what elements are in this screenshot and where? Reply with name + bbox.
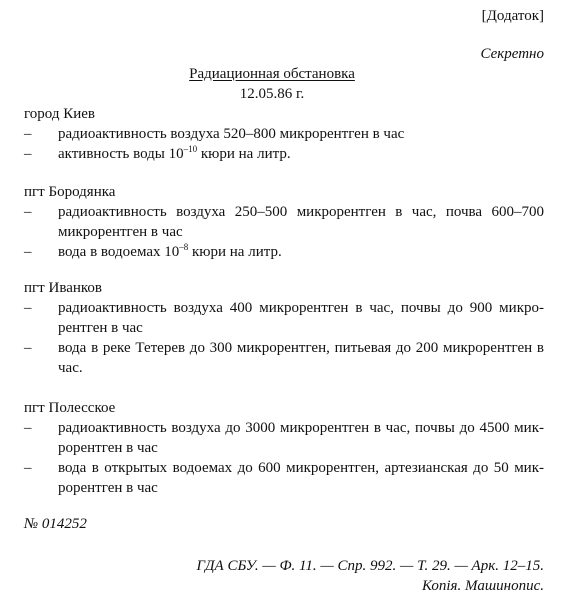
list-dash: –	[24, 420, 32, 436]
section-borodyanka	[24, 182, 544, 262]
list-dash: –	[24, 340, 32, 356]
list-dash: –	[24, 300, 32, 316]
list-dash: –	[24, 244, 32, 260]
list-dash: –	[24, 126, 32, 142]
section-polesskoe	[24, 398, 544, 498]
appendix-label: [Додаток]	[481, 8, 544, 24]
secret-stamp: Секретно	[480, 46, 544, 62]
list-item	[24, 298, 544, 338]
item-text: радиоактивность воздуха 400 микрорентген в час, почвы до 900 микрорентген в час	[58, 300, 544, 336]
item-text: радиоактивность воздуха 520–800 микрорентген в час	[58, 126, 405, 142]
list-item	[24, 202, 544, 242]
list-item	[24, 458, 544, 498]
list-dash: –	[24, 460, 32, 476]
item-text: вода в реке Тетерев до 300 микрорентген, питьевая до 200 микрорентген в час.	[58, 340, 544, 376]
section-ivankov	[24, 278, 544, 378]
list-item	[24, 144, 544, 164]
archive-reference: ГДА СБУ. — Ф. 11. — Спр. 992. — Т. 29. — Арк. 12–15.	[196, 558, 544, 574]
city-name: город Киев	[24, 106, 96, 122]
list-item	[24, 338, 544, 378]
item-text: активность воды 10	[58, 146, 184, 162]
list-item	[24, 242, 544, 262]
item-text: вода в открытых водоемах до 600 микрорентген, артезианская до 50 микрорентген в час	[58, 460, 544, 496]
archive-footer	[196, 556, 544, 596]
document-date: 12.05.86 г.	[239, 86, 305, 102]
item-text-tail: кюри на литр.	[188, 244, 282, 260]
item-text: радиоактивность воздуха до 3000 микрорентген в час, почвы до 4500 микрорентген в час	[58, 420, 544, 456]
item-text-tail: кюри на литр.	[197, 146, 291, 162]
city-name: пгт Бородянка	[24, 184, 116, 200]
list-item	[24, 418, 544, 458]
item-text: вода в водоемах 10	[58, 244, 180, 260]
copy-note: Копія. Машинопис.	[422, 578, 544, 594]
list-dash: –	[24, 146, 32, 162]
city-name: пгт Иванков	[24, 280, 102, 296]
list-dash: –	[24, 204, 32, 220]
document-title: Радиационная обстановка	[189, 66, 355, 82]
document-page	[24, 0, 544, 610]
item-exponent: –8	[179, 242, 189, 252]
item-text: радиоактивность воздуха 250–500 микрорентген в час, почва 600–700 микрорентген в час	[58, 204, 544, 240]
section-kiev	[24, 104, 544, 164]
city-name: пгт Полесское	[24, 400, 116, 416]
title-block	[24, 64, 520, 104]
item-exponent: –10	[183, 144, 198, 154]
list-item	[24, 124, 544, 144]
document-number: № 014252	[24, 516, 87, 532]
